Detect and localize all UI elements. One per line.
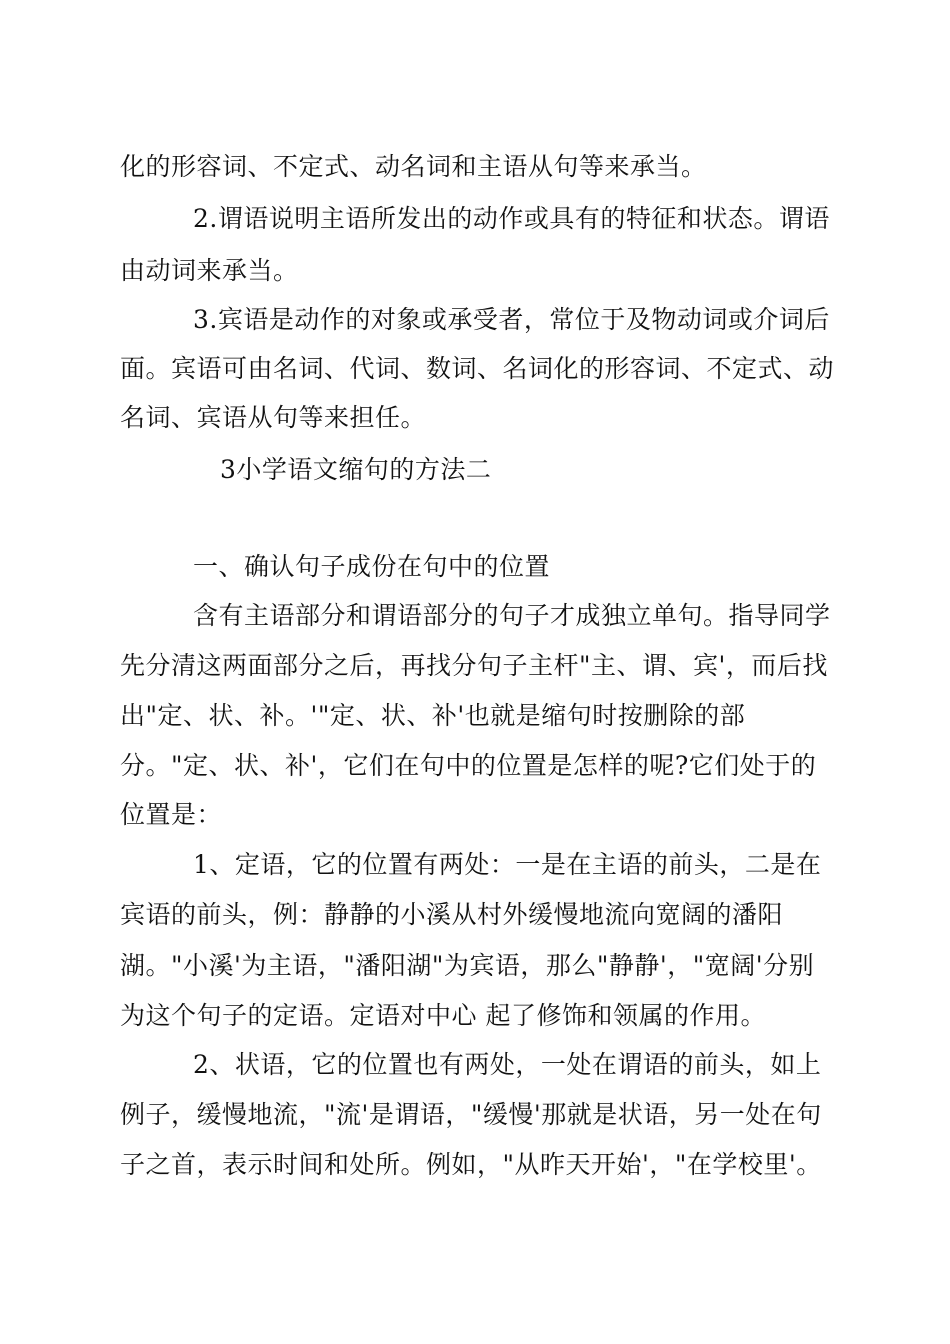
paragraph-line: 宾语的前头，例：静静的小溪从村外缓慢地流向宽阔的潘阳: [120, 900, 784, 929]
paragraph-line: 化的形容词、不定式、动名词和主语从句等来承当。: [120, 152, 707, 181]
paragraph-line: 为这个句子的定语。定语对中心 起了修饰和领属的作用。: [120, 1001, 766, 1030]
paragraph-line: 湖。"小溪'为主语，"潘阳湖"为宾语，那么"静静'，"宽阔'分别: [120, 951, 815, 980]
paragraph-line: 出"定、状、补。'"定、状、补'也就是缩句时按删除的部: [120, 701, 746, 730]
paragraph-line: 2.谓语说明主语所发出的动作或具有的特征和状态。谓语: [193, 204, 830, 233]
paragraph-line: 子之首，表示时间和处所。例如，"从昨天开始'，"在学校里'。: [120, 1150, 822, 1179]
paragraph-line: 由动词来承当。: [120, 256, 299, 285]
paragraph-line: 分。"定、状、补'，它们在句中的位置是怎样的呢?它们处于的: [120, 751, 817, 780]
paragraph-line: 3.宾语是动作的对象或承受者，常位于及物动词或介词后: [193, 305, 830, 334]
paragraph-line: 1、定语，它的位置有两处：一是在主语的前头，二是在: [193, 850, 822, 879]
paragraph-line: 例子，缓慢地流，"流'是谓语，"缓慢'那就是状语，另一处在句: [120, 1100, 822, 1129]
paragraph-line: 含有主语部分和谓语部分的句子才成独立单句。指导同学: [193, 601, 831, 630]
section-heading: 3小学语文缩句的方法二: [220, 455, 492, 484]
paragraph-line: 2、状语，它的位置也有两处，一处在谓语的前头，如上: [193, 1050, 822, 1079]
paragraph-line: 名词、宾语从句等来担任。: [120, 403, 427, 432]
subsection-heading: 一、确认句子成份在句中的位置: [193, 552, 551, 581]
paragraph-line: 先分清这两面部分之后，再找分句子主杆"主、谓、宾'，而后找: [120, 651, 828, 680]
paragraph-line: 位置是：: [120, 800, 223, 829]
paragraph-line: 面。宾语可由名词、代词、数词、名词化的形容词、不定式、动: [120, 354, 835, 383]
